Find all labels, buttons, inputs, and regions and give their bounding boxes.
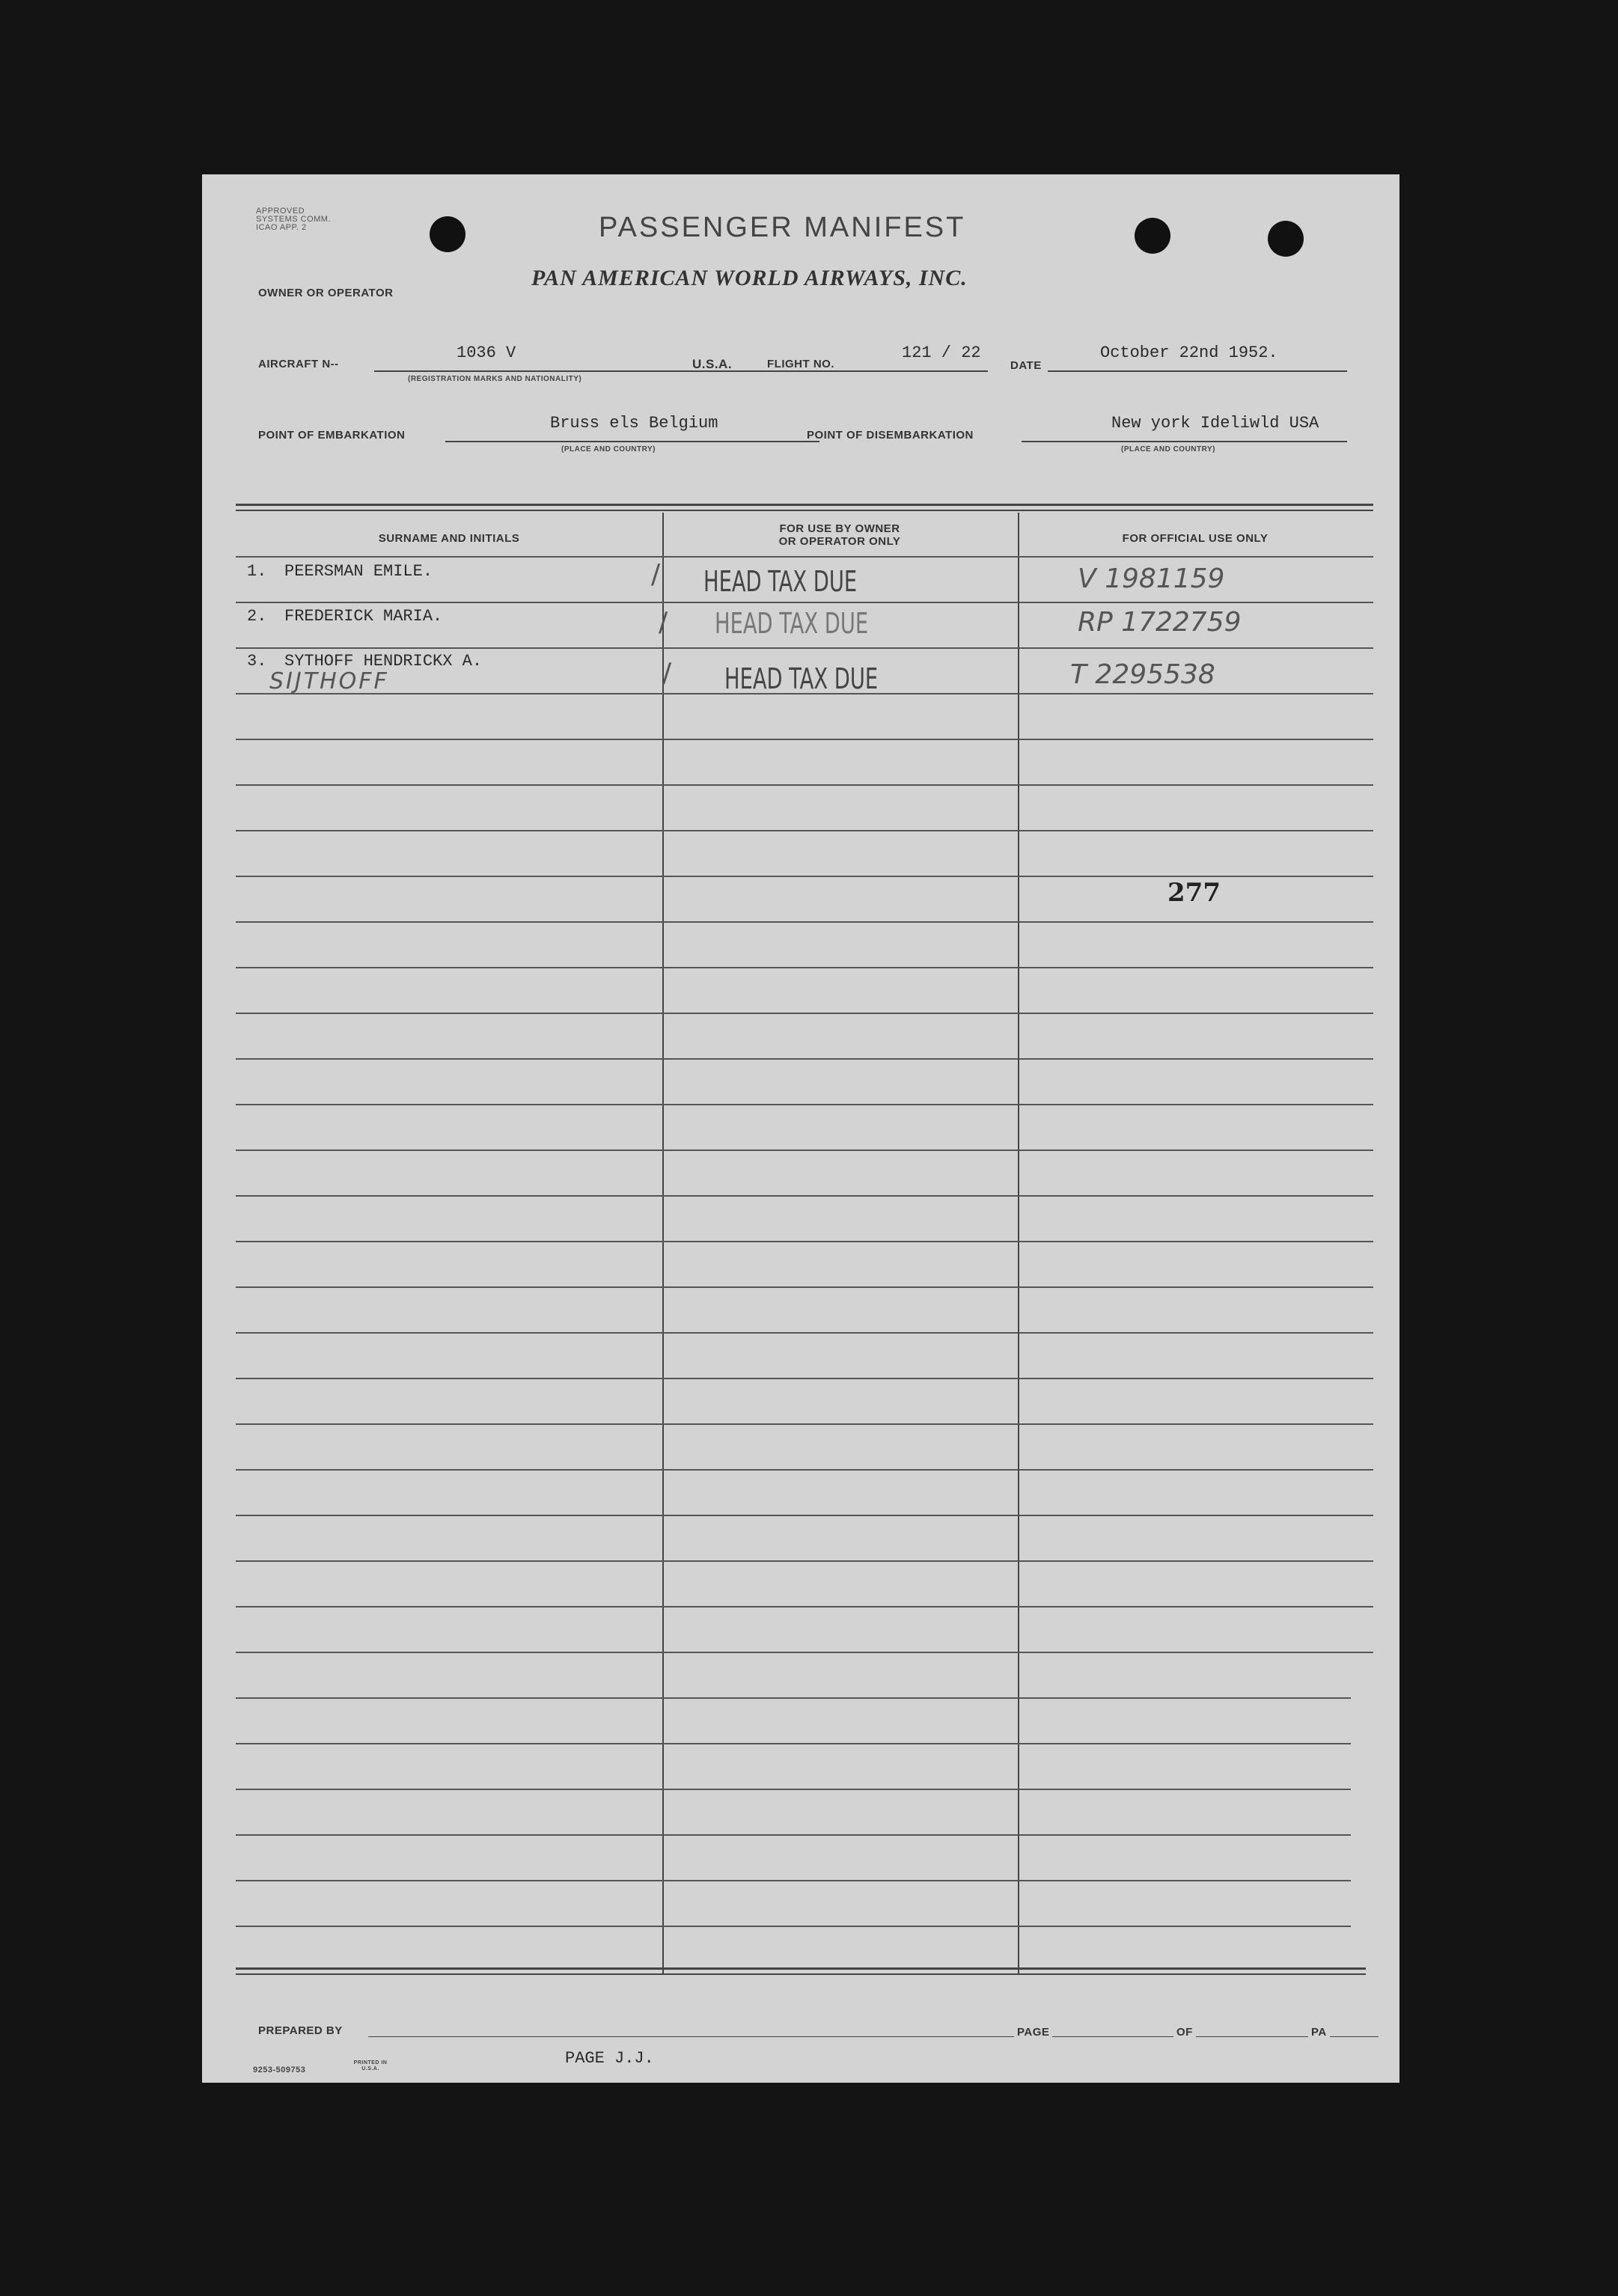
company-name: PAN AMERICAN WORLD AIRWAYS, INC. [531,266,968,290]
check-mark: / [662,658,672,689]
col-header-owner-line1: FOR USE BY OWNER [779,522,900,535]
head-tax-stamp: HEAD TAX DUE [724,662,879,695]
printed-mark: PRINTED IN U.S.A. [353,2060,388,2071]
aircraft-line [374,370,868,372]
table-rule-line [236,1743,1351,1744]
disembark-label: POINT OF DISEMBARKATION [807,429,974,442]
table-rule-line [236,1423,1373,1425]
official-number: RP 1722759 [1078,607,1242,638]
page-number-stamp: 277 [1167,878,1221,908]
table-rule-line [236,876,1373,877]
table-rule-line [236,1652,1373,1653]
col-header-official: FOR OFFICIAL USE ONLY [1122,532,1269,545]
column-divider-1 [662,513,664,1973]
embark-label: POINT OF EMBARKATION [258,429,406,442]
approval-stamp [256,207,331,232]
disembark-value: New york Ideliwld USA [1111,414,1319,433]
page-label: PAGE [1014,2026,1052,2039]
col-header-name: SURNAME AND INITIALS [378,532,520,545]
table-rule-line [236,1469,1373,1471]
form-code: 9253-509753 [253,2066,306,2074]
table-rule-line [236,1606,1373,1607]
table-rule-line [236,1286,1373,1288]
flight-value: 121 / 22 [902,344,981,362]
date-line [1048,370,1347,372]
passenger-name-correction: SIJTHOFF [269,668,389,694]
official-number: T 2295538 [1070,659,1215,690]
passenger-number: 2. [247,607,267,626]
flight-line [853,370,988,372]
punch-hole-right-1 [1135,218,1170,254]
col-header-owner [664,522,1016,548]
approval-line-2: SYSTEMS COMM. [256,215,332,224]
table-rule-line [236,1241,1373,1242]
table-rule-line [236,1926,1351,1927]
approval-line-3: ICAO APP. 2 [256,223,307,232]
check-mark: / [659,607,668,638]
table-bottom-rule-1 [236,1967,1366,1970]
table-rule-line [236,1195,1373,1197]
passenger-number: 3. [247,652,267,671]
aircraft-value: 1036 V [457,344,516,362]
punch-hole-right-2 [1268,221,1304,257]
embark-sublabel: (PLACE AND COUNTRY) [561,445,656,454]
table-rule-line [236,784,1373,786]
registration-sublabel: (REGISTRATION MARKS AND NATIONALITY) [408,375,582,383]
date-value: October 22nd 1952. [1100,344,1278,362]
passenger-row [247,559,1370,604]
passenger-row [247,652,1370,712]
page-typed: PAGE J.J. [565,2049,654,2068]
embark-value: Bruss els Belgium [550,414,718,433]
owner-label: OWNER OR OPERATOR [258,287,394,299]
column-divider-2 [1018,513,1019,1973]
flight-label: FLIGHT NO. [767,358,834,370]
official-number: V 1981159 [1078,564,1225,594]
table-rule-line [236,1058,1373,1060]
approval-line-1: APPROVED [256,207,305,216]
prepared-by-label: PREPARED BY [258,2024,343,2037]
table-rule-line [236,1149,1373,1151]
table-rule-line [236,1880,1351,1881]
table-rule-line [236,921,1373,923]
table-rule-line [236,1013,1373,1014]
usa-label: U.S.A. [692,357,733,371]
table-rule-line [236,739,1373,740]
manifest-form [202,174,1399,2083]
head-tax-stamp: HEAD TAX DUE [715,607,869,640]
check-mark: / [651,559,661,590]
prepared-by-line [368,2036,1379,2037]
table-bottom-rule-2 [236,1973,1366,1975]
table-rule-line [236,1697,1351,1699]
table-rule-line [236,1834,1351,1836]
disembark-line [1022,441,1347,442]
of-label: OF [1173,2026,1196,2039]
table-rule-line [236,1378,1373,1379]
table-rule-line [236,1789,1351,1790]
table-rule-line [236,1515,1373,1516]
embark-line [445,441,819,442]
table-rule-line [236,1104,1373,1105]
form-title: PASSENGER MANIFEST [599,212,966,243]
passenger-name: FREDERICK MARIA. [284,607,443,626]
passenger-row [247,607,1370,649]
pa-label: PA [1308,2026,1330,2039]
col-header-owner-line2: OR OPERATOR ONLY [778,535,901,548]
table-rule-line [236,830,1373,831]
table-rule-line [236,556,1373,558]
disembark-sublabel: (PLACE AND COUNTRY) [1121,445,1215,454]
aircraft-label: AIRCRAFT N-- [258,358,339,370]
table-rule-line [236,1560,1373,1562]
date-label: DATE [1010,359,1042,372]
passenger-number: 1. [247,562,267,581]
punch-hole-left [430,216,465,252]
table-top-rule-2 [236,510,1373,511]
passenger-name: PEERSMAN EMILE. [284,562,433,581]
head-tax-stamp: HEAD TAX DUE [703,565,858,598]
table-rule-line [236,967,1373,968]
table-top-rule-1 [236,504,1373,506]
passenger-name: SYTHOFF HENDRICKX A. [284,652,483,671]
table-rule-line [236,1332,1373,1334]
